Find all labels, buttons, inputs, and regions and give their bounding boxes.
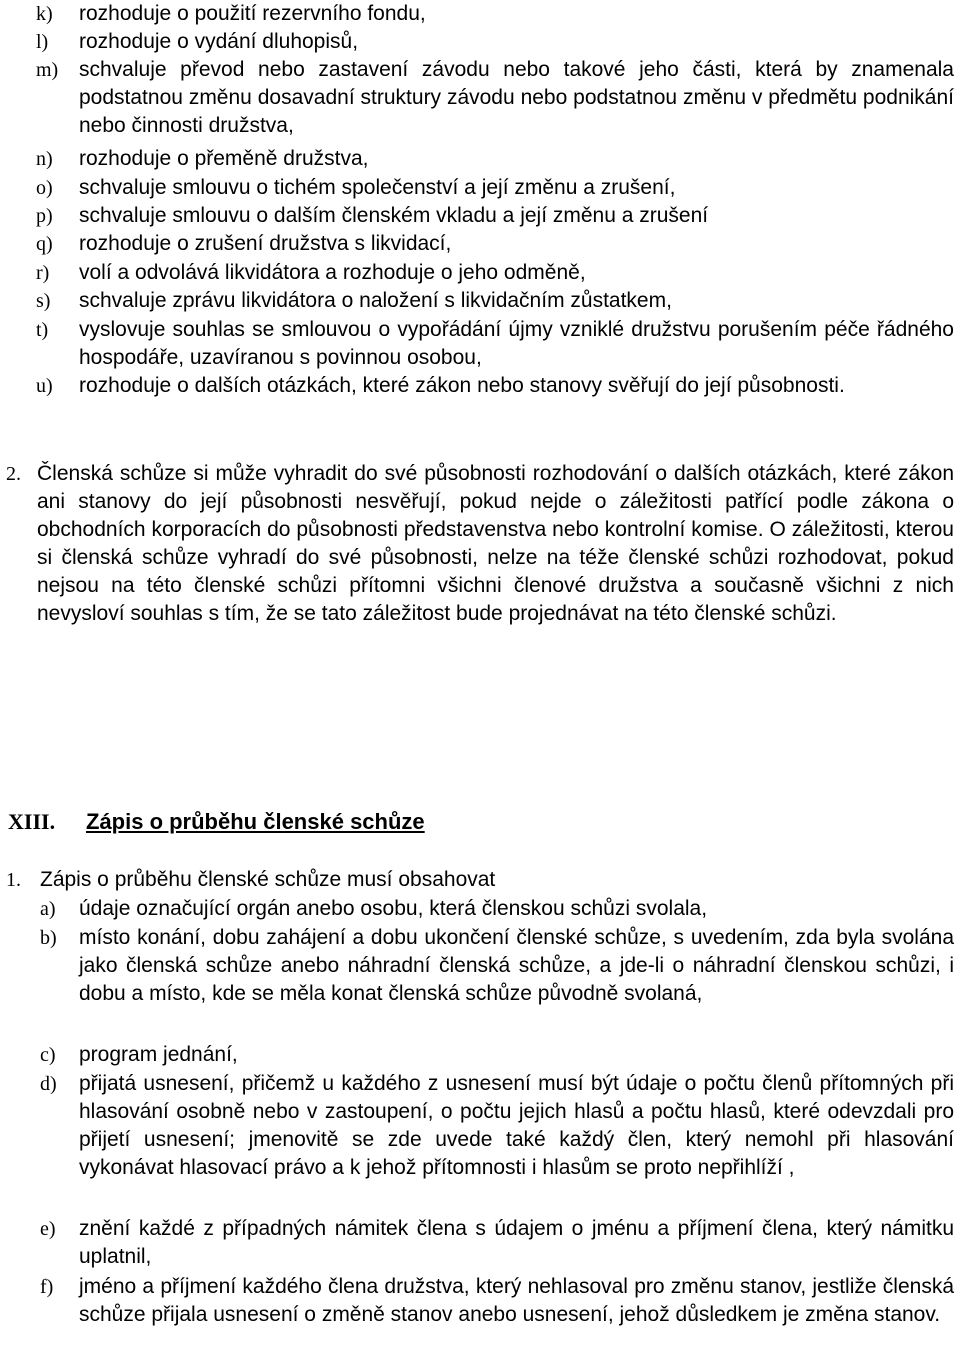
list-marker: p) (36, 205, 53, 227)
list-marker: d) (40, 1073, 57, 1095)
section-number: XIII. (8, 809, 56, 834)
list-marker: k) (36, 3, 53, 25)
list-text: údaje označující orgán anebo osobu, která členskou schůzi svolala, (79, 897, 708, 920)
list-text: rozhoduje o dalších otázkách, které zákon nebo stanovy svěřují do její působnosti. (79, 374, 845, 397)
list-text: schvaluje převod nebo zastavení závodu nebo takové jeho části, která by znamenala podstatnou změnu dosavadní struktury závodu nebo podstatnou změnu v předmětu podnikání nebo činnosti družstva, (79, 58, 954, 137)
list-text: místo konání, dobu zahájení a dobu ukončení členské schůze, s uvedením, zda byla svolána jako členská schůze anebo náhradní členská schůze, a jde-li o náhradní členskou schůzi, i dobu a místo, kde se měla konat členská schůze původně svolaná, (79, 926, 954, 1005)
list-text: přijatá usnesení, přičemž u každého z usnesení musí být údaje o počtu členů přítomných při hlasování osobně nebo v zastoupení, o počtu jejich hlasů a počtu hlasů, které odevzdali pro přijetí usnesení; jmenovitě se zde uvede také každý člen, který nemohl při hlasování vykonávat hlasovací právo a k jehož přítomnosti i hlasům se proto nepřihlíží , (79, 1072, 954, 1179)
list-marker: l) (36, 31, 49, 53)
list-marker: n) (36, 148, 53, 170)
list-marker: r) (36, 262, 50, 284)
list-text: rozhoduje o přeměně družstva, (79, 147, 369, 170)
list-marker: e) (40, 1218, 56, 1240)
list-text: program jednání, (79, 1043, 238, 1066)
list-text: znění každé z případných námitek člena s údajem o jménu a příjmení člena, který námitku uplatnil, (79, 1217, 954, 1268)
list-marker: s) (36, 290, 51, 312)
list-marker: a) (40, 898, 56, 920)
list-text: rozhoduje o použití rezervního fondu, (79, 2, 426, 25)
list-marker: f) (40, 1276, 54, 1298)
list-marker: u) (36, 375, 53, 397)
list-text: rozhoduje o vydání dluhopisů, (79, 30, 359, 53)
list-text: schvaluje smlouvu o tichém společenství a její změnu a zrušení, (79, 176, 676, 199)
list-text: volí a odvolává likvidátora a rozhoduje o jeho odměně, (79, 261, 586, 284)
paragraph-number: 1. (6, 869, 21, 891)
list-text: jméno a příjmení každého člena družstva, který nehlasoval pro změnu stanov, jestliže členská schůze přijala usnesení o změně stanov anebo usnesení, jehož důsledkem je změna stanov. (79, 1275, 954, 1326)
list-marker: m) (36, 59, 59, 81)
list-marker: q) (36, 233, 53, 255)
paragraph-text: Členská schůze si může vyhradit do své působnosti rozhodování o dalších otázkách, které zákon ani stanovy do její působnosti nesvěřují, pokud nejde o záležitosti patřící podle zákona o obchodních korporacích do působnosti představenstva nebo kontrolní komise. O záležitosti, kterou si členská schůze vyhradí do své působnosti, nelze na téže členské schůzi rozhodovat, pokud nejsou na této členské schůzi přítomni všichni členové družstva a současně všichni z nich nevysloví souhlas s tím, že se tato záležitost bude projednávat na této členské schůzi. (37, 462, 954, 625)
list-text: vyslovuje souhlas se smlouvou o vypořádání újmy vzniklé družstvu porušením péče řádného hospodáře, uzavíranou s povinnou osobou, (79, 318, 954, 369)
list-marker: b) (40, 927, 57, 949)
section-heading (8, 806, 908, 838)
list-text: schvaluje zprávu likvidátora o naložení s likvidačním zůstatkem, (79, 289, 672, 312)
list-marker: o) (36, 177, 53, 199)
list-marker: t) (36, 319, 49, 341)
list-marker: c) (40, 1044, 56, 1066)
list-text: rozhoduje o zrušení družstva s likvidací, (79, 232, 452, 255)
list-text: schvaluje smlouvu o dalším členském vkladu a její změnu a zrušení (79, 204, 709, 227)
section-title: Zápis o průběhu členské schůze (86, 809, 425, 834)
paragraph-number: 2. (6, 463, 21, 485)
paragraph-text: Zápis o průběhu členské schůze musí obsahovat (40, 868, 496, 891)
